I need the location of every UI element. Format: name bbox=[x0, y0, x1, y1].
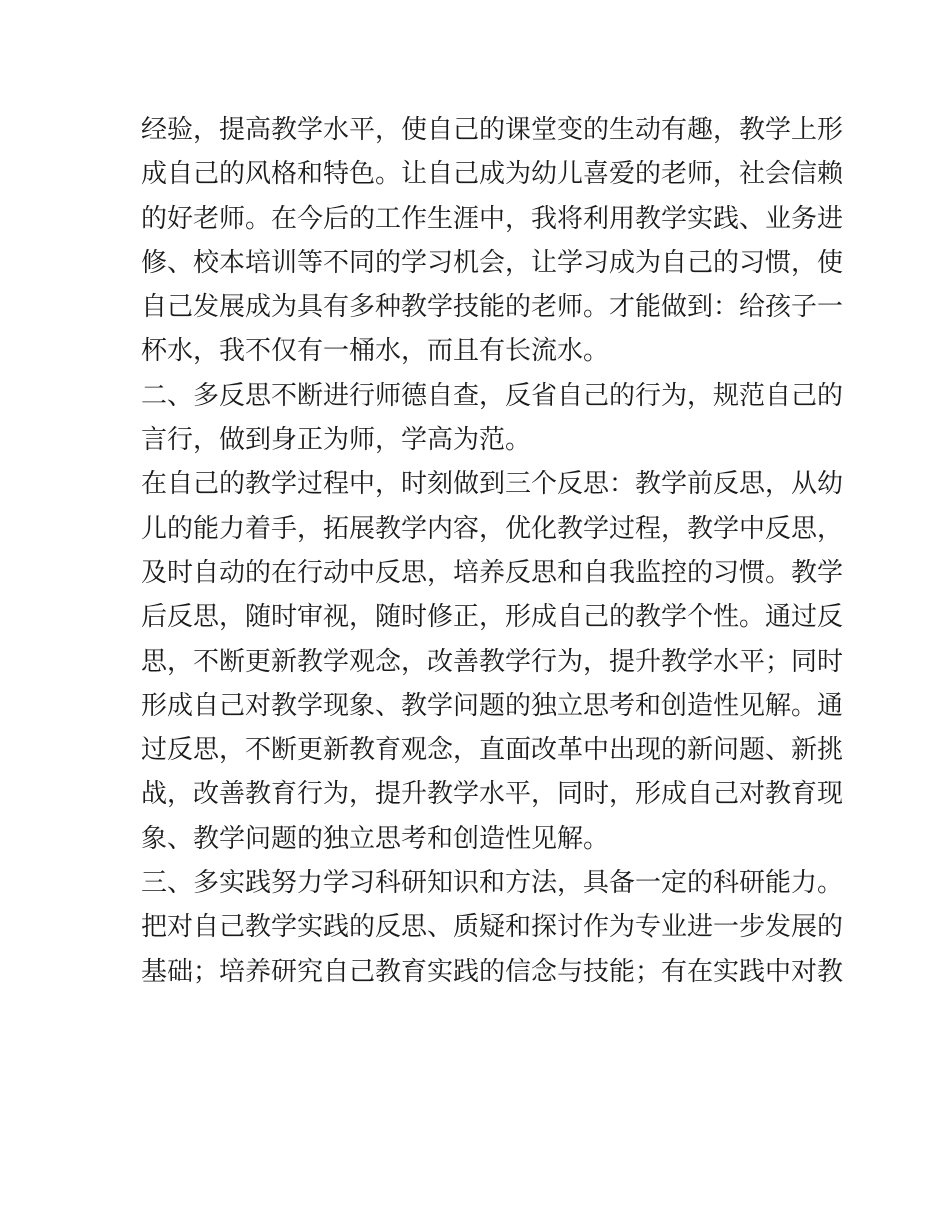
text-line: 成自己的风格和特色。让自己成为幼儿喜爱的老师，社会信赖 bbox=[141, 159, 844, 190]
text-line: 在自己的教学过程中，时刻做到三个反思：教学前反思，从幼 bbox=[141, 469, 844, 500]
text-line: 及时自动的在行动中反思，培养反思和自我监控的习惯。教学 bbox=[141, 557, 844, 588]
text-line: 修、校本培训等不同的学习机会，让学习成为自己的习惯，使 bbox=[141, 247, 844, 278]
text-line: 思，不断更新教学观念，改善教学行为，提升教学水平；同时 bbox=[141, 646, 844, 677]
text-line: 的好老师。在今后的工作生涯中，我将利用教学实践、业务进 bbox=[141, 203, 844, 234]
section-heading-line: 二、多反思不断进行师德自查，反省自己的行为，规范自己的 bbox=[141, 380, 844, 411]
section-heading-line: 言行，做到身正为师，学高为范。 bbox=[141, 425, 532, 456]
text-line: 战，改善教育行为，提升教学水平，同时，形成自己对教育现 bbox=[141, 779, 844, 810]
text-line: 把对自己教学实践的反思、质疑和探讨作为专业进一步发展的 bbox=[141, 912, 844, 943]
section-heading-line: 三、多实践努力学习科研知识和方法，具备一定的科研能力。 bbox=[141, 868, 844, 899]
text-line: 形成自己对教学现象、教学问题的独立思考和创造性见解。通 bbox=[141, 690, 844, 721]
text-line: 过反思，不断更新教育观念，直面改革中出现的新问题、新挑 bbox=[141, 735, 844, 766]
text-line: 后反思，随时审视，随时修正，形成自己的教学个性。通过反 bbox=[141, 602, 844, 633]
text-line: 象、教学问题的独立思考和创造性见解。 bbox=[141, 823, 610, 854]
text-line: 杯水，我不仅有一桶水，而且有长流水。 bbox=[141, 336, 610, 367]
text-line: 自己发展成为具有多种教学技能的老师。才能做到：给孩子一 bbox=[141, 292, 844, 323]
text-line: 儿的能力着手，拓展教学内容，优化教学过程，教学中反思， bbox=[141, 513, 844, 544]
body-text bbox=[141, 108, 844, 994]
text-line: 经验，提高教学水平，使自己的课堂变的生动有趣，教学上形 bbox=[141, 115, 844, 145]
text-line: 基础；培养研究自己教育实践的信念与技能；有在实践中对教 bbox=[141, 956, 844, 987]
